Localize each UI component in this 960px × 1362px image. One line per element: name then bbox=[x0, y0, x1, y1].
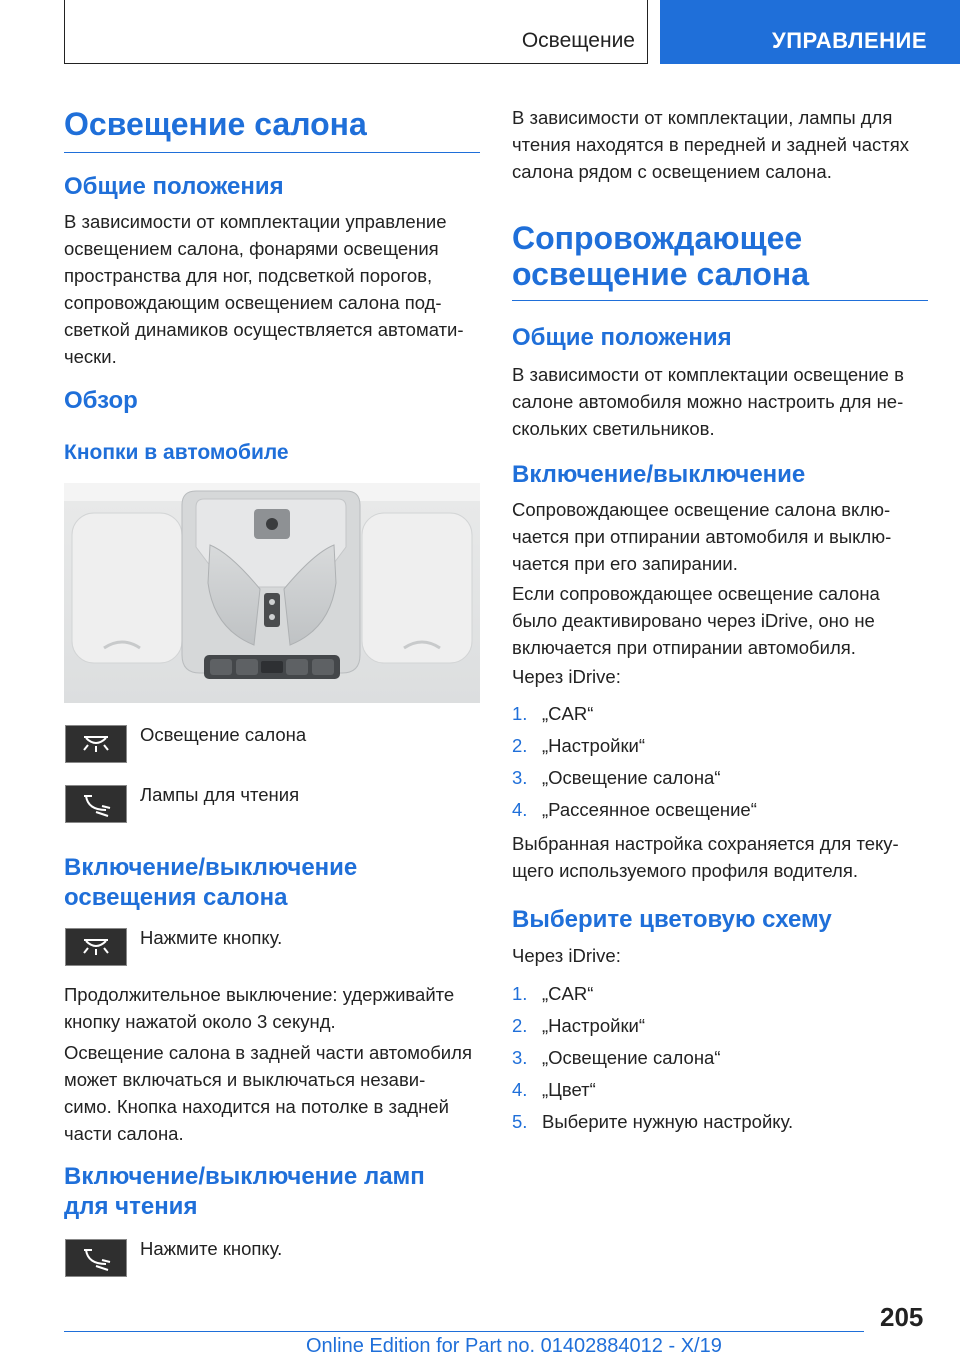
text-line: чтения находятся в передней и задней частях bbox=[512, 134, 909, 155]
header-chapter-tab bbox=[660, 0, 960, 64]
interior-light-icon bbox=[65, 928, 127, 966]
press-button-text-2: Нажмите кнопку. bbox=[140, 1238, 283, 1259]
text-line: чается при его запирании. bbox=[512, 553, 738, 574]
right-general-text bbox=[512, 361, 942, 442]
interior-light-icon bbox=[65, 725, 127, 763]
press-button-text: Нажмите кнопку. bbox=[140, 927, 283, 948]
page-title: Освещение салона bbox=[64, 106, 480, 153]
onoff-heading bbox=[64, 853, 484, 913]
text-line: салона рядом с освещением салона. bbox=[512, 161, 832, 182]
rear-light-text bbox=[64, 1039, 494, 1147]
text-line: Если сопровождающее освещение салона bbox=[512, 583, 880, 604]
text-line: Сопровождающее освещение салона вклю- bbox=[512, 499, 891, 520]
text-line: В зависимости от комплектации освещение в bbox=[512, 364, 904, 385]
icon-label-interior-light: Освещение салона bbox=[140, 724, 307, 745]
color-scheme-heading: Выберите цветовую схему bbox=[512, 906, 832, 933]
roof-console-image bbox=[64, 483, 480, 703]
heading-line: Включение/выключение bbox=[64, 854, 358, 881]
text-line: части салона. bbox=[64, 1123, 184, 1144]
text-line: Освещение салона в задней части автомобиля bbox=[64, 1042, 472, 1063]
right-general-heading: Общие положения bbox=[512, 324, 732, 351]
saved-setting-text bbox=[512, 830, 942, 884]
deactivated-text bbox=[512, 580, 942, 661]
left-general-heading: Общие положения bbox=[64, 173, 284, 200]
reading-lamp-icon bbox=[65, 785, 127, 823]
text-line: В зависимости от комплектации управление bbox=[64, 211, 447, 232]
overview-heading: Обзор bbox=[64, 387, 138, 414]
right-onoff-heading: Включение/выключение bbox=[512, 461, 806, 488]
right-title-block bbox=[512, 220, 928, 301]
footer-divider bbox=[64, 1331, 864, 1332]
heading-line: Включение/выключение ламп bbox=[64, 1163, 425, 1190]
buttons-heading: Кнопки в автомобиле bbox=[64, 441, 289, 464]
left-title-block bbox=[64, 106, 480, 153]
text-line: симо. Кнопка находится на потолке в задней bbox=[64, 1096, 449, 1117]
heading-line: для чтения bbox=[64, 1193, 198, 1220]
right-intro-text bbox=[512, 104, 942, 185]
text-line: салоне автомобиля можно настроить для не- bbox=[512, 391, 904, 412]
long-press-text bbox=[64, 981, 494, 1035]
reading-lamp-icon bbox=[65, 1239, 127, 1277]
text-line: щего используемого профиля водителя. bbox=[512, 860, 858, 881]
footer-edition: Online Edition for Part no. 01402884012 - X/19 bbox=[306, 1335, 722, 1357]
icon-label-reading-lamp: Лампы для чтения bbox=[140, 784, 300, 805]
via-idrive-label-2: Через iDrive: bbox=[512, 945, 621, 966]
text-line: может включаться и выключаться незави- bbox=[64, 1069, 426, 1090]
text-line: светкой динамиков осуществляется автомати- bbox=[64, 319, 464, 340]
header-chapter-label: УПРАВЛЕНИЕ bbox=[772, 28, 927, 53]
text-line: В зависимости от комплектации, лампы для bbox=[512, 107, 893, 128]
text-line: освещением салона, фонарями освещения bbox=[64, 238, 439, 259]
lamps-heading bbox=[64, 1162, 494, 1222]
text-line: Выбранная настройка сохраняется для теку- bbox=[512, 833, 899, 854]
heading-line: освещения салона bbox=[64, 884, 288, 911]
text-line: было деактивировано через iDrive, оно не bbox=[512, 610, 875, 631]
header-section-tab bbox=[64, 0, 648, 64]
text-line: включается при отпирании автомобиля. bbox=[512, 637, 856, 658]
text-line: сопровождающим освещением салона под- bbox=[64, 292, 442, 313]
text-line: кнопку нажатой около 3 секунд. bbox=[64, 1011, 336, 1032]
text-line: чески. bbox=[64, 346, 117, 367]
right-onoff-text bbox=[512, 496, 942, 577]
text-line: скольких светильников. bbox=[512, 418, 715, 439]
header-section-label: Освещение bbox=[521, 29, 635, 52]
page-number: 205 bbox=[880, 1302, 924, 1332]
title-line: освещение салона bbox=[512, 256, 810, 292]
title-line: Сопровождающее bbox=[512, 220, 803, 256]
text-line: Продолжительное выключение: удерживайте bbox=[64, 984, 455, 1005]
text-line: чается при отпирании автомобиля и выклю- bbox=[512, 526, 892, 547]
text-line: пространства для ног, подсветкой порогов, bbox=[64, 265, 433, 286]
left-general-text bbox=[64, 208, 494, 370]
via-idrive-label: Через iDrive: bbox=[512, 666, 621, 687]
